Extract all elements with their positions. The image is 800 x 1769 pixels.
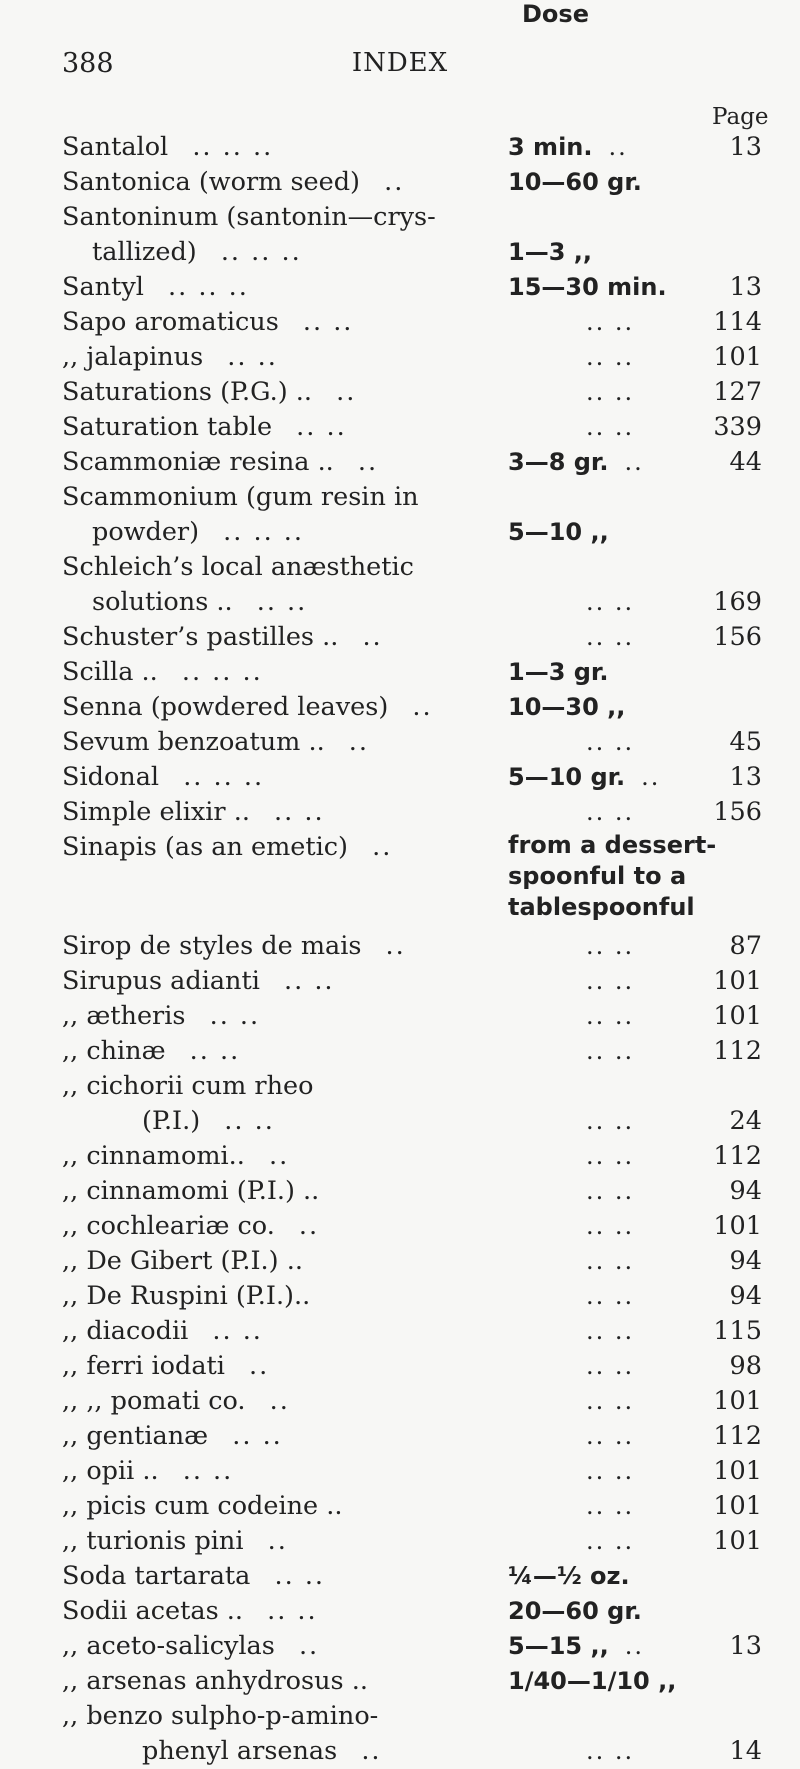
entry-leader-dots: ..	[375, 931, 406, 961]
entry-leader-dots: .. .. ..	[182, 132, 274, 162]
entry-term: tallized)	[92, 237, 197, 267]
entry-name	[62, 130, 494, 165]
index-entry	[62, 340, 762, 375]
index-entry	[62, 1069, 762, 1104]
index-entry	[62, 1034, 762, 1069]
entry-leader-dots: ..	[347, 447, 379, 477]
entry-leader-dots: .. ..	[586, 1107, 635, 1135]
entry-name	[62, 515, 524, 550]
page-number: 388	[62, 48, 114, 79]
entry-name	[62, 235, 524, 270]
entry-leader-dots: .. .. ..	[157, 272, 249, 302]
entry-dose-line: from a dessert-	[508, 831, 717, 859]
entry-dose-value: ¼—½ oz.	[508, 1562, 630, 1590]
entry-leader-dots: .. ..	[586, 1317, 635, 1345]
entry-name	[62, 1244, 494, 1279]
entry-dose	[508, 1209, 634, 1244]
entry-term: ,, ætheris	[62, 1001, 186, 1031]
entry-dose	[508, 929, 634, 964]
entry-leader-dots: .. .. ..	[213, 517, 305, 547]
entry-term: powder)	[92, 517, 200, 547]
entry-name	[62, 1069, 494, 1104]
entry-leader-dots: ..	[624, 1632, 644, 1660]
entry-name	[62, 760, 494, 795]
index-entry	[62, 270, 762, 305]
entry-page: 94	[729, 1281, 762, 1311]
entry-name	[62, 1524, 494, 1559]
entry-page: 24	[729, 1106, 762, 1136]
entry-page: 156	[713, 622, 762, 652]
entry-name	[62, 1034, 494, 1069]
entry-leader-dots: .. ..	[586, 1247, 635, 1275]
entry-name	[62, 1419, 494, 1454]
entry-term: Saturations (P.G.) ..	[62, 377, 312, 407]
index-entry	[62, 1384, 762, 1419]
entry-page: 13	[729, 1631, 762, 1661]
entry-page: 98	[729, 1351, 762, 1381]
entry-name	[62, 655, 494, 690]
entry-term: Sapo aromaticus	[62, 307, 279, 337]
index-entry	[62, 1104, 762, 1139]
entry-dose-line: spoonful to a	[508, 862, 687, 890]
entry-term: Simple elixir ..	[62, 797, 250, 827]
entry-term: ,, picis cum codeine ..	[62, 1491, 343, 1521]
entry-term: ,, De Gibert (P.I.) ..	[62, 1246, 303, 1276]
entry-dose	[508, 1454, 634, 1489]
entry-term: ,, diacodii	[62, 1316, 189, 1346]
entry-dose	[508, 340, 634, 375]
entry-name	[62, 1209, 494, 1244]
entry-term: ,, gentianæ	[62, 1421, 209, 1451]
entry-dose	[508, 445, 644, 480]
entry-dose	[508, 375, 634, 410]
entry-name	[62, 200, 494, 235]
entry-page: 101	[713, 1456, 762, 1486]
entry-leader-dots: .. ..	[586, 1177, 635, 1205]
entry-leader-dots: ..	[352, 622, 383, 652]
entry-name	[62, 165, 494, 200]
entry-leader-dots: .. ..	[273, 966, 335, 996]
entry-term: ,, arsenas anhydrosus ..	[62, 1666, 368, 1696]
index-entry	[62, 620, 762, 655]
entry-page: 127	[713, 377, 762, 407]
entry-page: 13	[729, 272, 762, 302]
running-head: INDEX	[351, 48, 449, 78]
entry-leader-dots: ..	[257, 1526, 288, 1556]
entry-dose	[508, 1174, 634, 1209]
entry-leader-dots: .. ..	[286, 412, 347, 442]
index-entry	[62, 480, 762, 515]
index-entry	[62, 305, 762, 340]
index-entry	[62, 200, 762, 235]
index-entries	[62, 130, 762, 1769]
entry-name	[62, 690, 494, 725]
entry-name	[62, 1489, 494, 1524]
entry-term: Santyl	[62, 272, 144, 302]
index-entry	[62, 1629, 762, 1664]
entry-leader-dots: ..	[338, 727, 369, 757]
entry-dose	[508, 585, 634, 620]
entry-leader-dots: ..	[641, 763, 661, 791]
index-entry	[62, 235, 762, 270]
entry-term: ,, opii ..	[62, 1456, 159, 1486]
index-entry	[62, 1734, 762, 1769]
index-entry	[62, 585, 762, 620]
entry-name	[62, 1104, 574, 1139]
entry-dose	[508, 1559, 630, 1594]
entry-dose	[508, 1244, 634, 1279]
index-entry	[62, 1139, 762, 1174]
entry-dose-value: 1/40—1/10 ,,	[508, 1667, 677, 1695]
entry-term: ,, chinæ	[62, 1036, 166, 1066]
entry-dose	[508, 1664, 676, 1699]
entry-term: Sidonal	[62, 762, 160, 792]
entry-leader-dots: .. ..	[172, 1456, 234, 1486]
entry-leader-dots: .. ..	[586, 1457, 635, 1485]
entry-leader-dots: .. ..	[586, 378, 635, 406]
index-entry	[62, 690, 762, 725]
entry-page: 101	[713, 342, 762, 372]
entry-name	[62, 1384, 494, 1419]
entry-dose	[508, 1629, 644, 1664]
entry-leader-dots: .. ..	[586, 588, 635, 616]
entry-name	[62, 445, 494, 480]
entry-page: 169	[713, 587, 762, 617]
entry-term: Sirop de styles de mais	[62, 931, 362, 961]
index-entry	[62, 1699, 762, 1734]
index-entry	[62, 1594, 762, 1629]
entry-dose	[508, 620, 634, 655]
entry-leader-dots: .. ..	[586, 728, 635, 756]
column-header-page: Page	[712, 104, 769, 130]
entry-dose	[508, 1489, 634, 1524]
entry-term: ,, cochleariæ co.	[62, 1211, 275, 1241]
entry-term: Sirupus adianti	[62, 966, 260, 996]
entry-page: 339	[713, 412, 762, 442]
entry-name	[62, 1664, 494, 1699]
entry-dose-value: 1—3 gr.	[508, 658, 609, 686]
entry-term: Santalol	[62, 132, 169, 162]
entry-page: 13	[729, 762, 762, 792]
entry-dose	[508, 235, 592, 270]
entry-dose	[508, 305, 634, 340]
entry-name	[62, 1174, 494, 1209]
entry-name	[62, 1279, 494, 1314]
entry-page: 112	[713, 1141, 762, 1171]
entry-term: ,, cinnamomi..	[62, 1141, 245, 1171]
entry-name	[62, 1699, 494, 1734]
entry-dose	[508, 795, 634, 830]
entry-name	[62, 305, 494, 340]
entry-page: 101	[713, 1001, 762, 1031]
index-entry	[62, 445, 762, 480]
entry-dose-value: 5—15 ,,	[508, 1632, 609, 1660]
entry-leader-dots: .. ..	[292, 307, 354, 337]
entry-leader-dots: .. .. ..	[210, 237, 302, 267]
entry-dose	[508, 690, 625, 725]
entry-term: Sinapis (as an emetic)	[62, 832, 348, 862]
entry-term: Scammoniæ resina ..	[62, 447, 334, 477]
index-entry	[62, 1664, 762, 1699]
entry-dose	[508, 725, 634, 760]
entry-name	[62, 1629, 494, 1664]
entry-leader-dots: .. ..	[179, 1036, 241, 1066]
index-entry	[62, 1524, 762, 1559]
index-entry	[62, 830, 762, 929]
entry-dose	[508, 830, 716, 923]
entry-term: ,, cichorii cum rheo	[62, 1071, 314, 1101]
entry-page: 44	[729, 447, 762, 477]
entry-page: 13	[729, 132, 762, 162]
entry-leader-dots: .. ..	[586, 1352, 635, 1380]
index-entry	[62, 1279, 762, 1314]
index-entry	[62, 760, 762, 795]
index-entry	[62, 1349, 762, 1384]
entry-dose-value: 3—8 gr.	[508, 448, 609, 476]
entry-name	[62, 340, 494, 375]
entry-page: 112	[713, 1036, 762, 1066]
index-entry	[62, 550, 762, 585]
entry-term: Santonica (worm seed)	[62, 167, 361, 197]
entry-leader-dots: .. ..	[586, 1422, 635, 1450]
index-entry	[62, 1314, 762, 1349]
entry-name	[62, 1314, 494, 1349]
entry-leader-dots: .. ..	[586, 623, 635, 651]
index-entry	[62, 725, 762, 760]
entry-name	[62, 620, 494, 655]
entry-term: Santoninum (santonin—crys-	[62, 202, 436, 232]
entry-leader-dots: .. .. ..	[173, 762, 265, 792]
entry-leader-dots: ..	[362, 832, 393, 862]
entry-leader-dots: ..	[258, 1141, 290, 1171]
entry-leader-dots: ..	[325, 377, 357, 407]
entry-leader-dots: ..	[351, 1736, 382, 1766]
entry-dose	[508, 1139, 634, 1174]
entry-page: 101	[713, 966, 762, 996]
entry-name	[62, 1734, 574, 1769]
entry-dose	[508, 1104, 634, 1139]
entry-name	[62, 270, 494, 305]
entry-leader-dots: .. ..	[586, 798, 635, 826]
entry-term: Scilla ..	[62, 657, 158, 687]
entry-term: ,, De Ruspini (P.I.)..	[62, 1281, 311, 1311]
entry-term: Sodii acetas ..	[62, 1596, 243, 1626]
entry-term: ,, benzo sulpho-p-amino-	[62, 1701, 379, 1731]
entry-leader-dots: .. ..	[586, 1212, 635, 1240]
index-entry	[62, 999, 762, 1034]
index-entry	[62, 655, 762, 690]
entry-leader-dots: .. ..	[586, 413, 635, 441]
entry-leader-dots: .. ..	[586, 1387, 635, 1415]
index-entry	[62, 929, 762, 964]
entry-dose	[508, 165, 642, 200]
entry-name	[62, 999, 494, 1034]
index-entry	[62, 410, 762, 445]
entry-dose	[508, 760, 660, 795]
entry-leader-dots: .. ..	[264, 1561, 326, 1591]
entry-leader-dots: .. ..	[586, 1002, 635, 1030]
entry-page: 156	[713, 797, 762, 827]
entry-leader-dots: .. ..	[586, 967, 635, 995]
entry-name	[62, 480, 494, 515]
entry-term: ,, aceto-salicylas	[62, 1631, 275, 1661]
entry-leader-dots: .. ..	[202, 1316, 263, 1346]
entry-leader-dots: ..	[288, 1631, 320, 1661]
entry-page: 101	[713, 1386, 762, 1416]
entry-leader-dots: .. .. ..	[171, 657, 263, 687]
entry-dose	[508, 515, 609, 550]
entry-dose-value: 3 min.	[508, 133, 593, 161]
entry-name	[62, 1139, 494, 1174]
entry-page: 101	[713, 1526, 762, 1556]
entry-name	[62, 585, 524, 620]
entry-term: Scammonium (gum resin in	[62, 482, 419, 512]
entry-leader-dots: ..	[402, 692, 433, 722]
index-entry	[62, 1454, 762, 1489]
entry-term: ,, jalapinus	[62, 342, 204, 372]
index-entry	[62, 795, 762, 830]
entry-term: Schleich’s local anæsthetic	[62, 552, 414, 582]
entry-term: Saturation table	[62, 412, 273, 442]
entry-name	[62, 375, 494, 410]
entry-dose-value: 5—10 ,,	[508, 518, 609, 546]
entry-name	[62, 725, 494, 760]
entry-page: 101	[713, 1211, 762, 1241]
entry-term: solutions ..	[92, 587, 233, 617]
entry-term: Schuster’s pastilles ..	[62, 622, 339, 652]
entry-leader-dots: .. ..	[586, 1142, 635, 1170]
entry-dose-value: 5—10 gr.	[508, 763, 626, 791]
entry-leader-dots: .. ..	[586, 1037, 635, 1065]
entry-name	[62, 964, 494, 999]
entry-dose	[508, 1279, 634, 1314]
entry-dose	[508, 130, 628, 165]
index-entry	[62, 1489, 762, 1524]
entry-name	[62, 1594, 494, 1629]
entry-page: 94	[729, 1246, 762, 1276]
entry-term: ,, ferri iodati	[62, 1351, 225, 1381]
index-entry	[62, 1419, 762, 1454]
entry-leader-dots: .. ..	[586, 1527, 635, 1555]
entry-page: 14	[729, 1736, 762, 1766]
entry-leader-dots: ..	[288, 1211, 320, 1241]
index-entry	[62, 964, 762, 999]
entry-page: 101	[713, 1491, 762, 1521]
entry-leader-dots: ..	[608, 133, 628, 161]
entry-page: 94	[729, 1176, 762, 1206]
entry-dose	[508, 270, 667, 305]
entry-dose	[508, 1419, 634, 1454]
entry-leader-dots: .. ..	[586, 1282, 635, 1310]
entry-term: ,, turionis pini	[62, 1526, 244, 1556]
entry-dose	[508, 1734, 634, 1769]
entry-leader-dots: .. ..	[214, 1106, 275, 1136]
entry-leader-dots: .. ..	[586, 1492, 635, 1520]
entry-leader-dots: .. ..	[586, 308, 635, 336]
entry-page: 87	[729, 931, 762, 961]
index-entry	[62, 1209, 762, 1244]
entry-name	[62, 795, 494, 830]
entry-dose	[508, 1034, 634, 1069]
entry-dose	[508, 964, 634, 999]
entry-dose	[508, 1384, 634, 1419]
entry-dose-value: 15—30 min.	[508, 273, 667, 301]
entry-page: 112	[713, 1421, 762, 1451]
entry-term: (P.I.)	[142, 1106, 201, 1136]
entry-leader-dots: ..	[259, 1386, 290, 1416]
entry-dose	[508, 1594, 642, 1629]
index-entry	[62, 1244, 762, 1279]
entry-term: ,, cinnamomi (P.I.) ..	[62, 1176, 320, 1206]
entry-leader-dots: .. ..	[586, 343, 635, 371]
entry-term: phenyl arsenas	[142, 1736, 338, 1766]
entry-term: Senna (powdered leaves)	[62, 692, 389, 722]
entry-name	[62, 1559, 494, 1594]
entry-page: 114	[713, 307, 762, 337]
entry-dose	[508, 1524, 634, 1559]
entry-leader-dots: .. ..	[263, 797, 325, 827]
entry-leader-dots: .. ..	[199, 1001, 261, 1031]
entry-dose-line: tablespoonful	[508, 893, 695, 921]
entry-dose-value: 10—30 ,,	[508, 693, 626, 721]
index-entry	[62, 375, 762, 410]
index-entry	[62, 1174, 762, 1209]
index-entry	[62, 130, 762, 165]
entry-page: 45	[729, 727, 762, 757]
entry-name	[62, 929, 494, 964]
entry-dose	[508, 1349, 634, 1384]
entry-leader-dots: .. ..	[257, 1596, 318, 1626]
entry-name	[62, 550, 494, 585]
entry-dose	[508, 999, 634, 1034]
entry-term: ,, ,, pomati co.	[62, 1386, 246, 1416]
entry-dose	[508, 1314, 634, 1349]
entry-dose-value: 20—60 gr.	[508, 1597, 642, 1625]
entry-name	[62, 830, 494, 865]
entry-term: Sevum benzoatum ..	[62, 727, 325, 757]
entry-leader-dots: .. ..	[246, 587, 308, 617]
index-entry	[62, 165, 762, 200]
entry-term: Soda tartarata	[62, 1561, 251, 1591]
column-header-dose: Dose	[522, 0, 589, 28]
entry-dose	[508, 410, 634, 445]
entry-name	[62, 1349, 494, 1384]
entry-dose-value: 10—60 gr.	[508, 168, 642, 196]
entry-dose-value: 1—3 ,,	[508, 238, 592, 266]
entry-leader-dots: .. ..	[222, 1421, 283, 1451]
entry-page: 115	[713, 1316, 762, 1346]
index-entry	[62, 1559, 762, 1594]
entry-dose	[508, 655, 608, 690]
entry-leader-dots: ..	[374, 167, 405, 197]
entry-leader-dots: .. ..	[586, 1737, 635, 1765]
entry-leader-dots: ..	[238, 1351, 270, 1381]
index-entry	[62, 515, 762, 550]
entry-name	[62, 410, 494, 445]
entry-name	[62, 1454, 494, 1489]
entry-leader-dots: ..	[624, 448, 644, 476]
entry-leader-dots: .. ..	[586, 932, 635, 960]
entry-leader-dots: .. ..	[217, 342, 278, 372]
